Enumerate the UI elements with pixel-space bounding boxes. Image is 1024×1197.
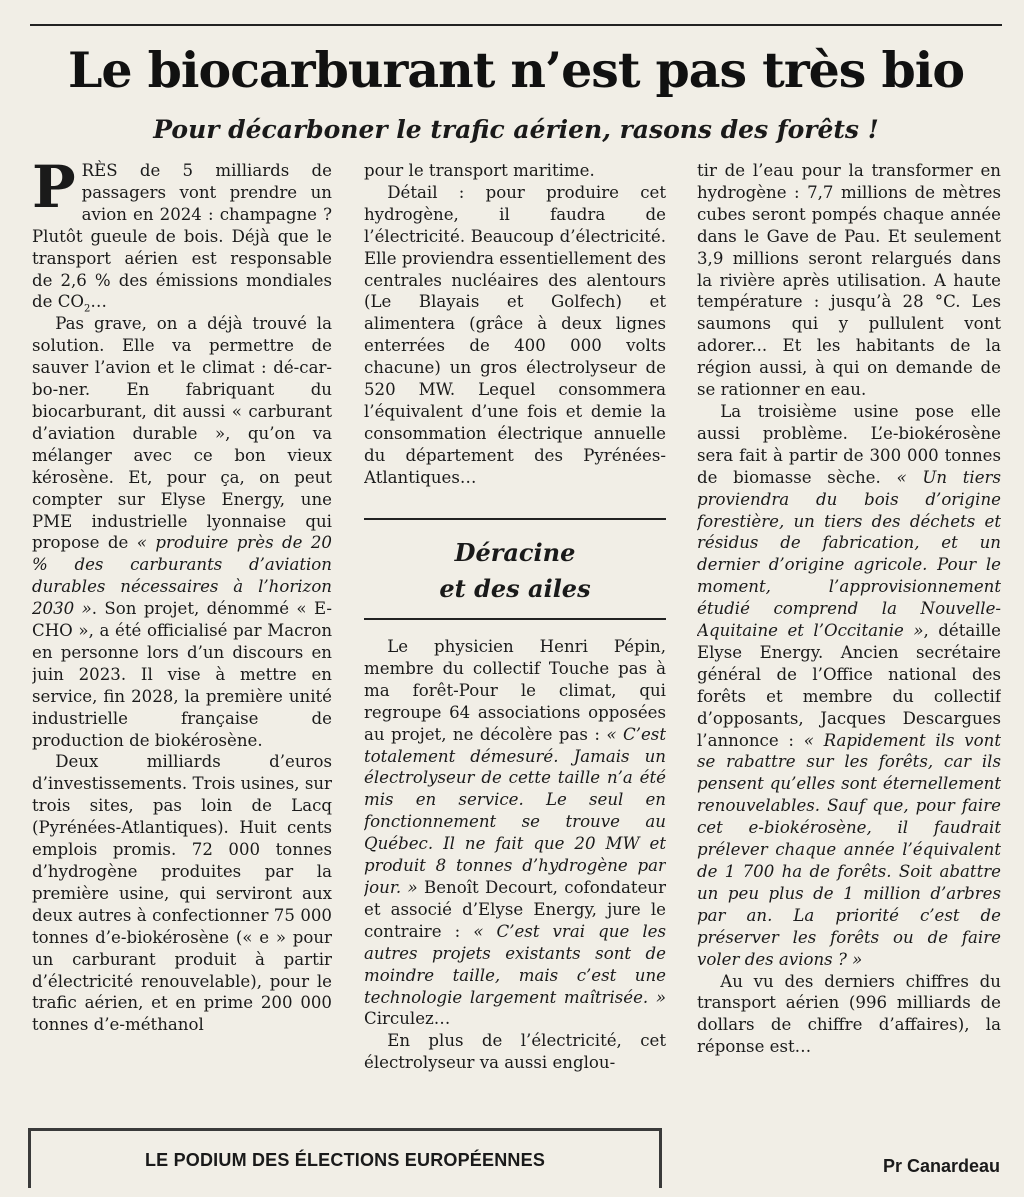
paragraph: pour le transport maritime.: [364, 161, 595, 180]
paragraph: tir de l’eau pour la transformer en hydrogène : 7,7 millions de mètres cubes seront pompés chaque année dans le Gave de Pau. Et seulement 3,9 millions seront relargués dans la rivière après utilisation. A haute température : jusqu’à 28 °C. Les saumons qui y pullulent vont adorer... Et les habitants de la région aussi, à qui on demande de se rationner en eau.: [697, 161, 1001, 400]
quote-text: « Un tiers proviendra du bois d’origine forestière, un tiers des déchets et résidus de fabrication, et un dernier d’origine agricole. Pour le moment, l’approvisionnement étudié comprend la Nouvelle-Aquitaine et l’Occitanie »: [697, 467, 1001, 641]
section-heading: [364, 535, 666, 607]
paragraph: Deux milliards d’euros d’investissements. Trois usines, sur trois sites, pas loin de Lacq (Pyrénées-Atlantiques). Huit cents emplois promis. 72 000 tonnes d’hydrogène produites par la première usine, qui serviront aux deux autres à confectionner 75 000 tonnes d’e-biokérosène (« e » pour un carburant produit à partir d’électricité renouvelable), pour le trafic aérien, et en prime 200 000 tonnes d’e-méthanol: [32, 752, 332, 1035]
paragraph-text: Benoît Decourt, cofondateur et associé d’Elyse Energy, jure le contraire :: [364, 877, 666, 941]
quote-text: « Rapidement ils vont se rabattre sur les forêts, car ils pensent qu’elles sont éternellement renouvelables. Sauf que, pour faire cet e-biokérosène, il faudrait prélever chaque année l’équivalent de 1 700 ha de forêts. Soit abattre un peu plus de 1 million d’arbres par an. La priorité c’est de préserver les forêts ou de faire voler des avions ? »: [697, 730, 1001, 969]
subscript: 2: [84, 303, 91, 315]
byline: Pr Canardeau: [882, 1156, 1000, 1176]
paragraph: [32, 313, 332, 751]
footer-teaser: LE PODIUM DES ÉLECTIONS EUROPÉENNES: [144, 1150, 546, 1170]
article-column-1: [32, 160, 332, 1100]
paragraph: [697, 401, 1001, 971]
paragraph: [32, 160, 332, 313]
paragraph-text: Circulez…: [364, 1009, 451, 1029]
paragraph-text: Le physicien Henri Pépin, membre du collectif Touche pas à ma forêt-Pour le climat, qui regroupe 64 associations opposées au projet, ne décolère pas :: [364, 637, 666, 744]
paragraph: Détail : pour produire cet hydrogène, il faudra de l’électricité. Beaucoup d’électricité. Elle proviendra essentiellement des centrales nucléaires des alentours (Le Blayais et Golfech) et alimentera (grâce à deux lignes enterrées de 400 000 volts chacune) un gros électrolyseur de 520 MW. Lequel consommera l’équivalent d’une fois et demie la consommation électrique annuelle du département des Pyrénées-Atlantiques…: [364, 182, 666, 487]
section-heading-line: Déracine: [454, 538, 576, 567]
quote-text: « produire près de 20 % des carburants d’aviation durables nécessaires à l’horizon 2030 »: [32, 533, 332, 619]
article-column-2: [364, 160, 666, 500]
paragraph-text: …: [90, 292, 107, 312]
section-rule-top: [364, 518, 666, 520]
paragraph-text: La troisième usine pose elle aussi problème. L’e-biokérosène sera fait à partir de 300 000 tonnes de biomasse sèche.: [697, 401, 1001, 487]
paragraph: Au vu des derniers chiffres du transport aérien (996 milliards de dollars de chiffre d’affaires), la réponse est…: [697, 971, 1001, 1057]
article-subhead: Pour décarboner le trafic aérien, rasons des forêts !: [153, 115, 879, 144]
section-rule-bottom: [364, 618, 666, 620]
drop-cap: P: [32, 160, 76, 221]
paragraph: En plus de l’électricité, cet électrolyseur va aussi englou-: [364, 1031, 666, 1073]
article-column-2-continued: [364, 636, 666, 1096]
quote-text: « C’est vrai que les autres projets existants sont de moindre taille, mais c’est une technologie largement maîtrisée. »: [364, 921, 666, 1007]
paragraph-text: RÈS de 5 milliards de passagers vont prendre un avion en 2024 : champagne ? Plutôt gueule de bois. Déjà que le transport aérien est responsable de 2,6 % des émissions mondiales de CO: [32, 161, 332, 312]
paragraph-text: Pas grave, on a déjà trouvé la solution. Elle va permettre de sauver l’avion et le climat : dé-car-bo-ner. En fabriquant du biocarburant, dit aussi « carburant d’aviation durable », qu’on va mélanger avec ce bon vieux kérosène. Et, pour ça, on peut compter sur Elyse Energy, une PME industrielle lyonnaise qui propose de: [32, 314, 332, 553]
paragraph: [364, 636, 666, 1030]
quote-text: « C’est totalement démesuré. Jamais un électrolyseur de cette taille n’a été mis en service. Le seul en fonctionnement se trouve au Québec. Il ne fait que 20 MW et produit 8 tonnes d’hydrogène par jour. »: [364, 724, 666, 897]
paragraph-text: , détaille Elyse Energy. Ancien secrétaire général de l’Office national des forêts et membre du collectif d’opposants, Jacques Descargues l’annonce :: [697, 621, 1001, 750]
section-heading-line: et des ailes: [439, 574, 591, 603]
article-column-3: [697, 160, 1001, 1160]
article-headline: Le biocarburant n’est pas très bio: [67, 41, 965, 99]
paragraph-text: . Son projet, dénommé « E-CHO », a été officialisé par Macron en personne lors d’un discours en juin 2023. Il vise à mettre en service, fin 2028, la première unité industrielle française de production de biokérosène.: [32, 599, 332, 750]
top-rule: [30, 24, 1002, 26]
